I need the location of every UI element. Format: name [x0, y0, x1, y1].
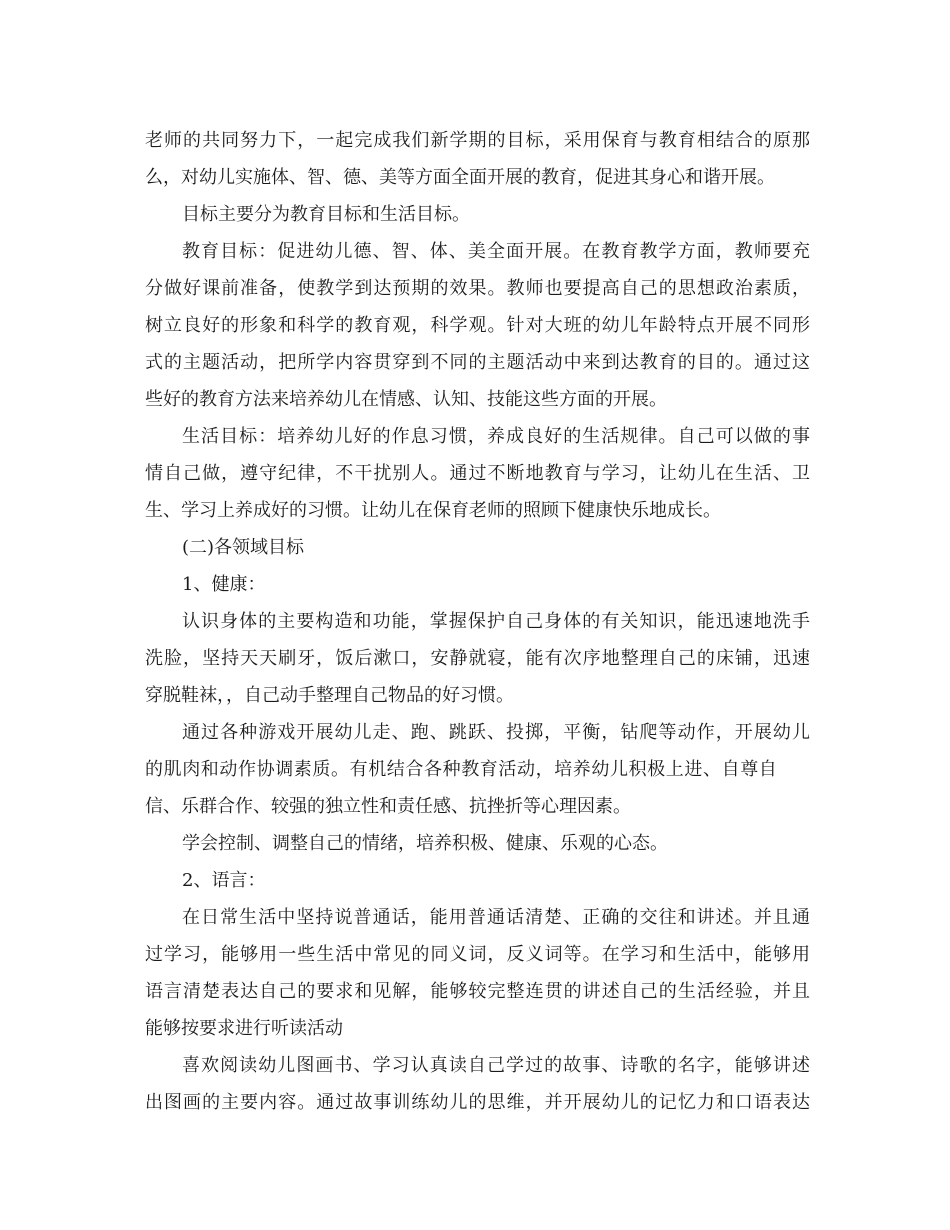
paragraph-life-goal: [145, 418, 810, 529]
text-line: 些好的教育方法来培养幼儿在情感、认知、技能这些方面的开展。: [145, 389, 667, 410]
text-line: 式的主题活动，把所学内容贯穿到不同的主题活动中来到达教育的目的。通过这: [145, 352, 810, 373]
paragraph-health-1: [145, 603, 810, 714]
text-line: 语言清楚表达自己的要求和见解，能够较完整连贯的讲述自己的生活经验，并且: [145, 981, 810, 1002]
text-line: 喜欢阅读幼儿图画书、学习认真读自己学过的故事、诗歌的名字，能够讲述: [182, 1055, 810, 1076]
text-line: 学会控制、调整自己的情绪，培养积极、健康、乐观的心态。: [182, 833, 668, 854]
text-line: 老师的共同努力下，一起完成我们新学期的目标，采用保育与教育相结合的原那: [145, 130, 810, 151]
document-body: [145, 122, 810, 1121]
text-line: 1、健康：: [182, 574, 266, 595]
paragraph-language-1: [145, 899, 810, 1047]
paragraph-language-2: [145, 1047, 810, 1121]
text-line: (二)各领域目标: [182, 537, 305, 558]
text-line: 生、学习上养成好的习惯。让幼儿在保育老师的照顾下健康快乐地成长。: [145, 500, 721, 521]
text-line: 通过各种游戏开展幼儿走、跑、跳跃、投掷，平衡，钻爬等动作，开展幼儿: [182, 722, 810, 743]
text-line: 洗脸，坚持天天刷牙，饭后漱口，安静就寝，能有次序地整理自己的床铺，迅速: [145, 648, 810, 669]
text-line: 认识身体的主要构造和功能，掌握保护自己身体的有关知识，能迅速地洗手: [182, 611, 810, 632]
paragraph-health-3: [145, 825, 810, 862]
section-heading: [145, 529, 810, 566]
text-line: 能够按要求进行听读活动: [145, 1018, 343, 1039]
text-line: 过学习，能够用一些生活中常见的同义词，反义词等。在学习和生活中，能够用: [145, 944, 810, 965]
subsection-heading-language: [145, 862, 810, 899]
text-line: 信、乐群合作、较强的独立性和责任感、抗挫折等心理因素。: [145, 796, 631, 817]
text-line: 在日常生活中坚持说普通话，能用普通话清楚、正确的交往和讲述。并且通: [182, 907, 810, 928]
paragraph-health-2: [145, 714, 810, 825]
paragraph: [145, 122, 810, 196]
text-line: 情自己做，遵守纪律，不干扰别人。通过不断地教育与学习，让幼儿在生活、卫: [145, 463, 810, 484]
text-line: 生活目标：培养幼儿好的作息习惯，养成良好的生活规律。自己可以做的事: [182, 426, 810, 447]
text-line: 目标主要分为教育目标和生活目标。: [182, 204, 470, 225]
text-line: 么，对幼儿实施体、智、德、美等方面全面开展的教育，促进其身心和谐开展。: [145, 167, 775, 188]
text-line: 2、语言：: [182, 870, 266, 891]
paragraph: [145, 196, 810, 233]
text-line: 分做好课前准备，使教学到达预期的效果。教师也要提高自己的思想政治素质，: [145, 278, 810, 299]
text-line: 穿脱鞋袜，，自己动手整理自己物品的好习惯。: [145, 685, 514, 706]
text-line: 的肌肉和动作协调素质。有机结合各种教育活动，培养幼儿积极上进、自尊自: [145, 759, 778, 780]
subsection-heading-health: [145, 566, 810, 603]
text-line: 树立良好的形象和科学的教育观，科学观。针对大班的幼儿年龄特点开展不同形: [145, 315, 810, 336]
text-line: 教育目标：促进幼儿德、智、体、美全面开展。在教育教学方面，教师要充: [182, 241, 810, 262]
text-line: 出图画的主要内容。通过故事训练幼儿的思维，并开展幼儿的记忆力和口语表达: [145, 1092, 810, 1113]
paragraph-education-goal: [145, 233, 810, 418]
